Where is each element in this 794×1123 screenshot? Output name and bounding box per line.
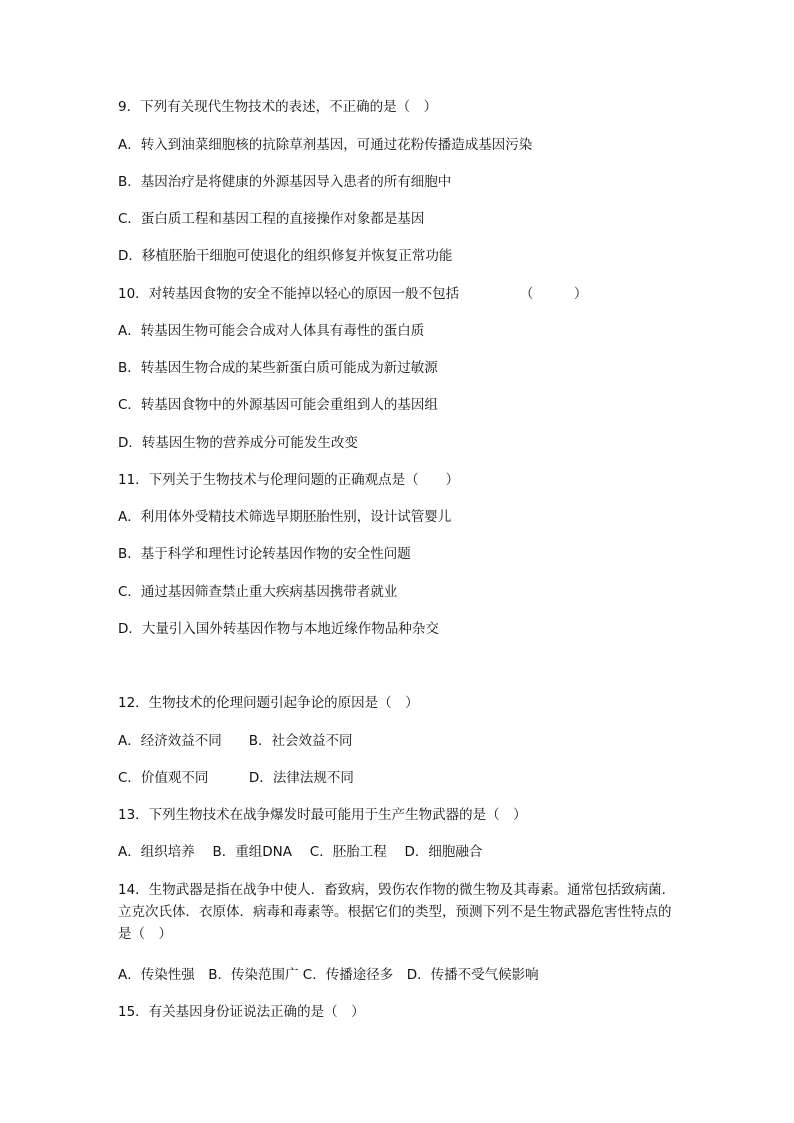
question-11-option-a: A．利用体外受精技术筛选早期胚胎性别，设计试管婴儿 <box>118 509 452 525</box>
question-12-stem: 12．生物技术的伦理问题引起争论的原因是（ ） <box>118 695 419 711</box>
question-15-stem: 15．有关基因身份证说法正确的是（ ） <box>118 1004 365 1020</box>
question-13-stem: 13．下列生物技术在战争爆发时最可能用于生产生物武器的是（ ） <box>118 807 527 823</box>
question-9-option-b: B．基因治疗是将健康的外源基因导入患者的所有细胞中 <box>118 174 452 190</box>
question-14-stem: 14．生物武器是指在战争中使人．畜致病，毁伤农作物的微生物及其毒素。通常包括致病菌．立克次氏体．衣原体．病毒和毒素等。根据它们的类型，预测下列不是生物武器危害性特点的是（ ） <box>118 882 676 942</box>
question-9-option-c: C．蛋白质工程和基因工程的直接操作对象都是基因 <box>118 211 425 227</box>
question-10-option-d: D．转基因生物的营养成分可能发生改变 <box>118 435 358 451</box>
question-11-option-b: B．基于科学和理性讨论转基因作物的安全性问题 <box>118 546 411 562</box>
question-14-options: A．传染性强 B．传染范围广 C．传播途径多 D．传播不受气候影响 <box>118 967 539 983</box>
question-9-stem: 9．下列有关现代生物技术的表述，不正确的是（ ） <box>118 99 438 115</box>
question-10-option-a: A．转基因生物可能会合成对人体具有毒性的蛋白质 <box>118 323 425 339</box>
question-11-stem: 11．下列关于生物技术与伦理问题的正确观点是（ ） <box>118 472 460 488</box>
question-13-options: A．组织培养 B．重组DNA C．胚胎工程 D．细胞融合 <box>118 844 483 860</box>
question-11-option-c: C．通过基因筛查禁止重大疾病基因携带者就业 <box>118 584 398 600</box>
question-10-option-c: C．转基因食物中的外源基因可能会重组到人的基因组 <box>118 397 438 413</box>
question-12-options-cd: C．价值观不同 D．法律法规不同 <box>118 770 354 786</box>
question-10-option-b: B．转基因生物合成的某些新蛋白质可能成为新过敏源 <box>118 360 438 376</box>
question-11-option-d: D．大量引入国外转基因作物与本地近缘作物品种杂交 <box>118 621 439 637</box>
question-9-option-d: D．移植胚胎干细胞可使退化的组织修复并恢复正常功能 <box>118 248 453 264</box>
question-10-stem: 10．对转基因食物的安全不能掉以轻心的原因一般不包括 （ ） <box>118 286 588 302</box>
question-12-options-ab: A．经济效益不同 B．社会效益不同 <box>118 733 353 749</box>
question-9-option-a: A．转入到油菜细胞核的抗除草剂基因，可通过花粉传播造成基因污染 <box>118 137 533 153</box>
